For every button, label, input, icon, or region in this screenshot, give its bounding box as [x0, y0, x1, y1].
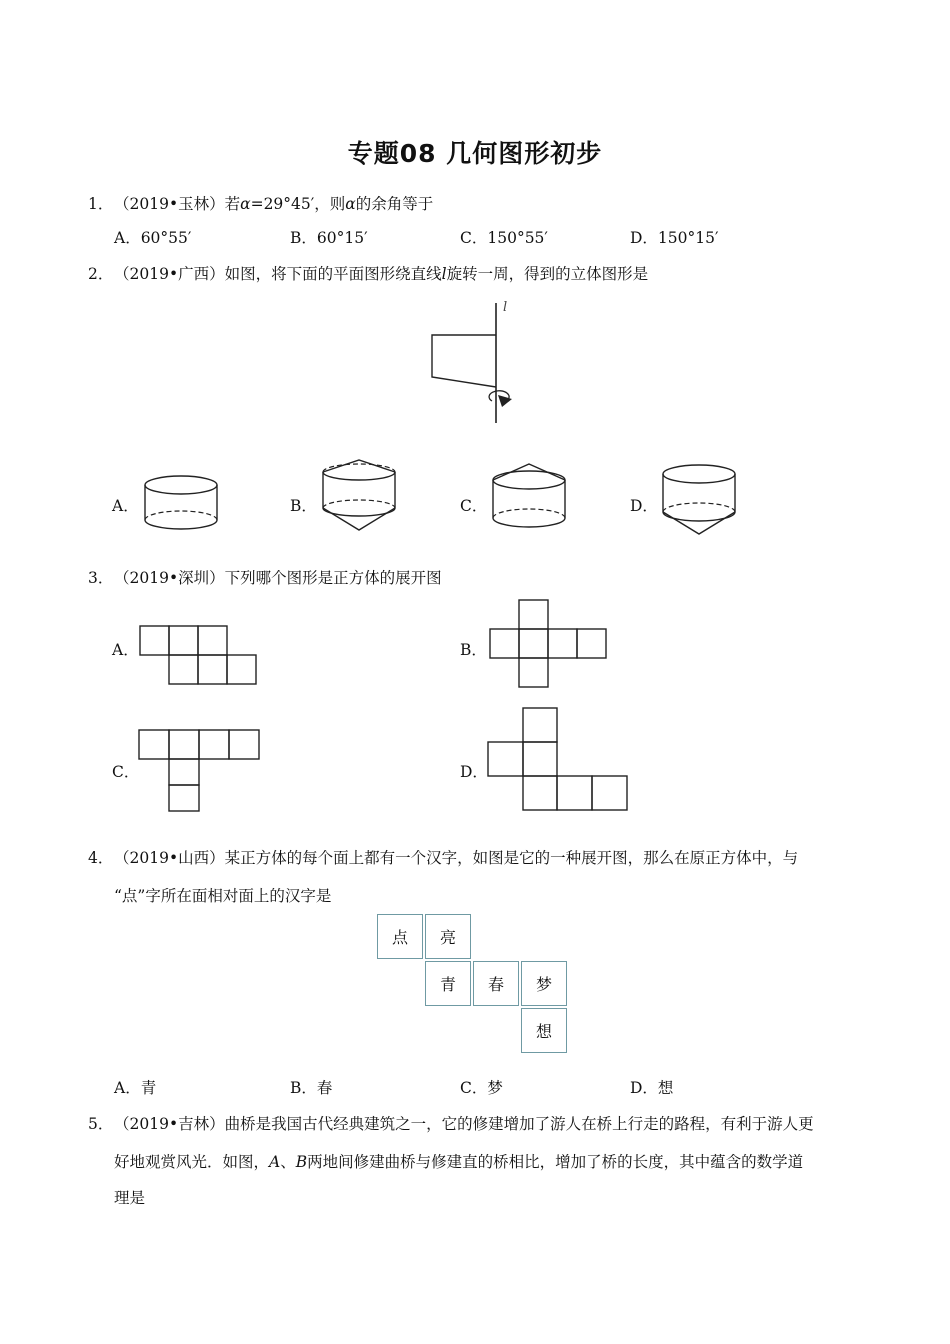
solid-cylinder-with-cone[interactable] — [658, 462, 740, 538]
net-cell: 想 — [521, 1008, 567, 1053]
question-number: 3． — [88, 569, 114, 587]
cube-net-c[interactable] — [137, 728, 261, 814]
option-b[interactable]: B． — [290, 497, 317, 515]
question-5: 5．（2019•吉林）曲桥是我国古代经典建筑之一，它的修建增加了游人在桥上行走的路程，有利于游人更 — [88, 1112, 814, 1136]
option-d[interactable]: D． — [630, 497, 658, 515]
option-d[interactable]: D． — [460, 763, 488, 781]
cube-net-b[interactable] — [488, 598, 610, 691]
solid-cone-on-cylinder[interactable] — [488, 460, 570, 536]
question-source: （2019•玉林） — [114, 195, 225, 213]
option-c[interactable]: C． — [460, 497, 488, 515]
question-1: 1．（2019•玉林）若α=29°45′，则α的余角等于 — [88, 192, 433, 216]
question-number: 1． — [88, 195, 114, 213]
character-cube-net — [377, 914, 571, 1055]
option-d[interactable]: D．150°15′ — [630, 229, 719, 247]
question-4-line-2: “点”字所在面相对面上的汉字是 — [114, 887, 332, 905]
solid-double-cone-cylinder[interactable] — [318, 458, 400, 534]
net-cell: 亮 — [425, 914, 471, 959]
solid-cylinder[interactable] — [140, 472, 222, 534]
page-title: 专题08 几何图形初步 — [347, 139, 603, 168]
net-cell: 青 — [425, 961, 471, 1006]
question-source: （2019•广西） — [114, 265, 225, 283]
question-5-line-3: 理是 — [114, 1189, 146, 1207]
question-number: 4． — [88, 849, 114, 867]
option-d[interactable]: D．想 — [630, 1079, 674, 1097]
cube-net-a[interactable] — [138, 624, 262, 688]
option-c[interactable]: C．150°55′ — [460, 229, 548, 247]
option-a[interactable]: A．60°55′ — [114, 229, 192, 247]
net-cell: 梦 — [521, 961, 567, 1006]
net-cell: 春 — [473, 961, 519, 1006]
option-a[interactable]: A． — [112, 641, 139, 659]
option-c[interactable]: C． — [112, 763, 140, 781]
option-b[interactable]: B．60°15′ — [290, 229, 368, 247]
option-c[interactable]: C．梦 — [460, 1079, 503, 1097]
question-source: （2019•深圳） — [114, 569, 225, 587]
net-cell: 点 — [377, 914, 423, 959]
question-4: 4．（2019•山西）某正方体的每个面上都有一个汉字，如图是它的一种展开图，那么在原正方体中，与 — [88, 846, 798, 870]
question-5-line-2: 好地观赏风光．如图，A、B两地间修建曲桥与修建直的桥相比，增加了桥的长度，其中蕴含的数学道 — [114, 1153, 804, 1171]
question-source: （2019•吉林） — [114, 1115, 225, 1133]
cube-net-d[interactable] — [486, 706, 630, 814]
axis-label: l — [503, 300, 508, 315]
option-a[interactable]: A． — [112, 497, 139, 515]
option-b[interactable]: B．春 — [290, 1079, 333, 1097]
option-a[interactable]: A．青 — [114, 1079, 157, 1097]
option-b[interactable]: B． — [460, 641, 487, 659]
rotation-arrow-icon — [498, 395, 512, 407]
question-2: 2．（2019•广西）如图，将下面的平面图形绕直线l旋转一周，得到的立体图形是 — [88, 262, 648, 286]
question-3: 3．（2019•深圳）下列哪个图形是正方体的展开图 — [88, 566, 442, 590]
rotation-figure — [420, 295, 530, 430]
question-number: 2． — [88, 265, 114, 283]
question-source: （2019•山西） — [114, 849, 225, 867]
question-number: 5． — [88, 1115, 114, 1133]
